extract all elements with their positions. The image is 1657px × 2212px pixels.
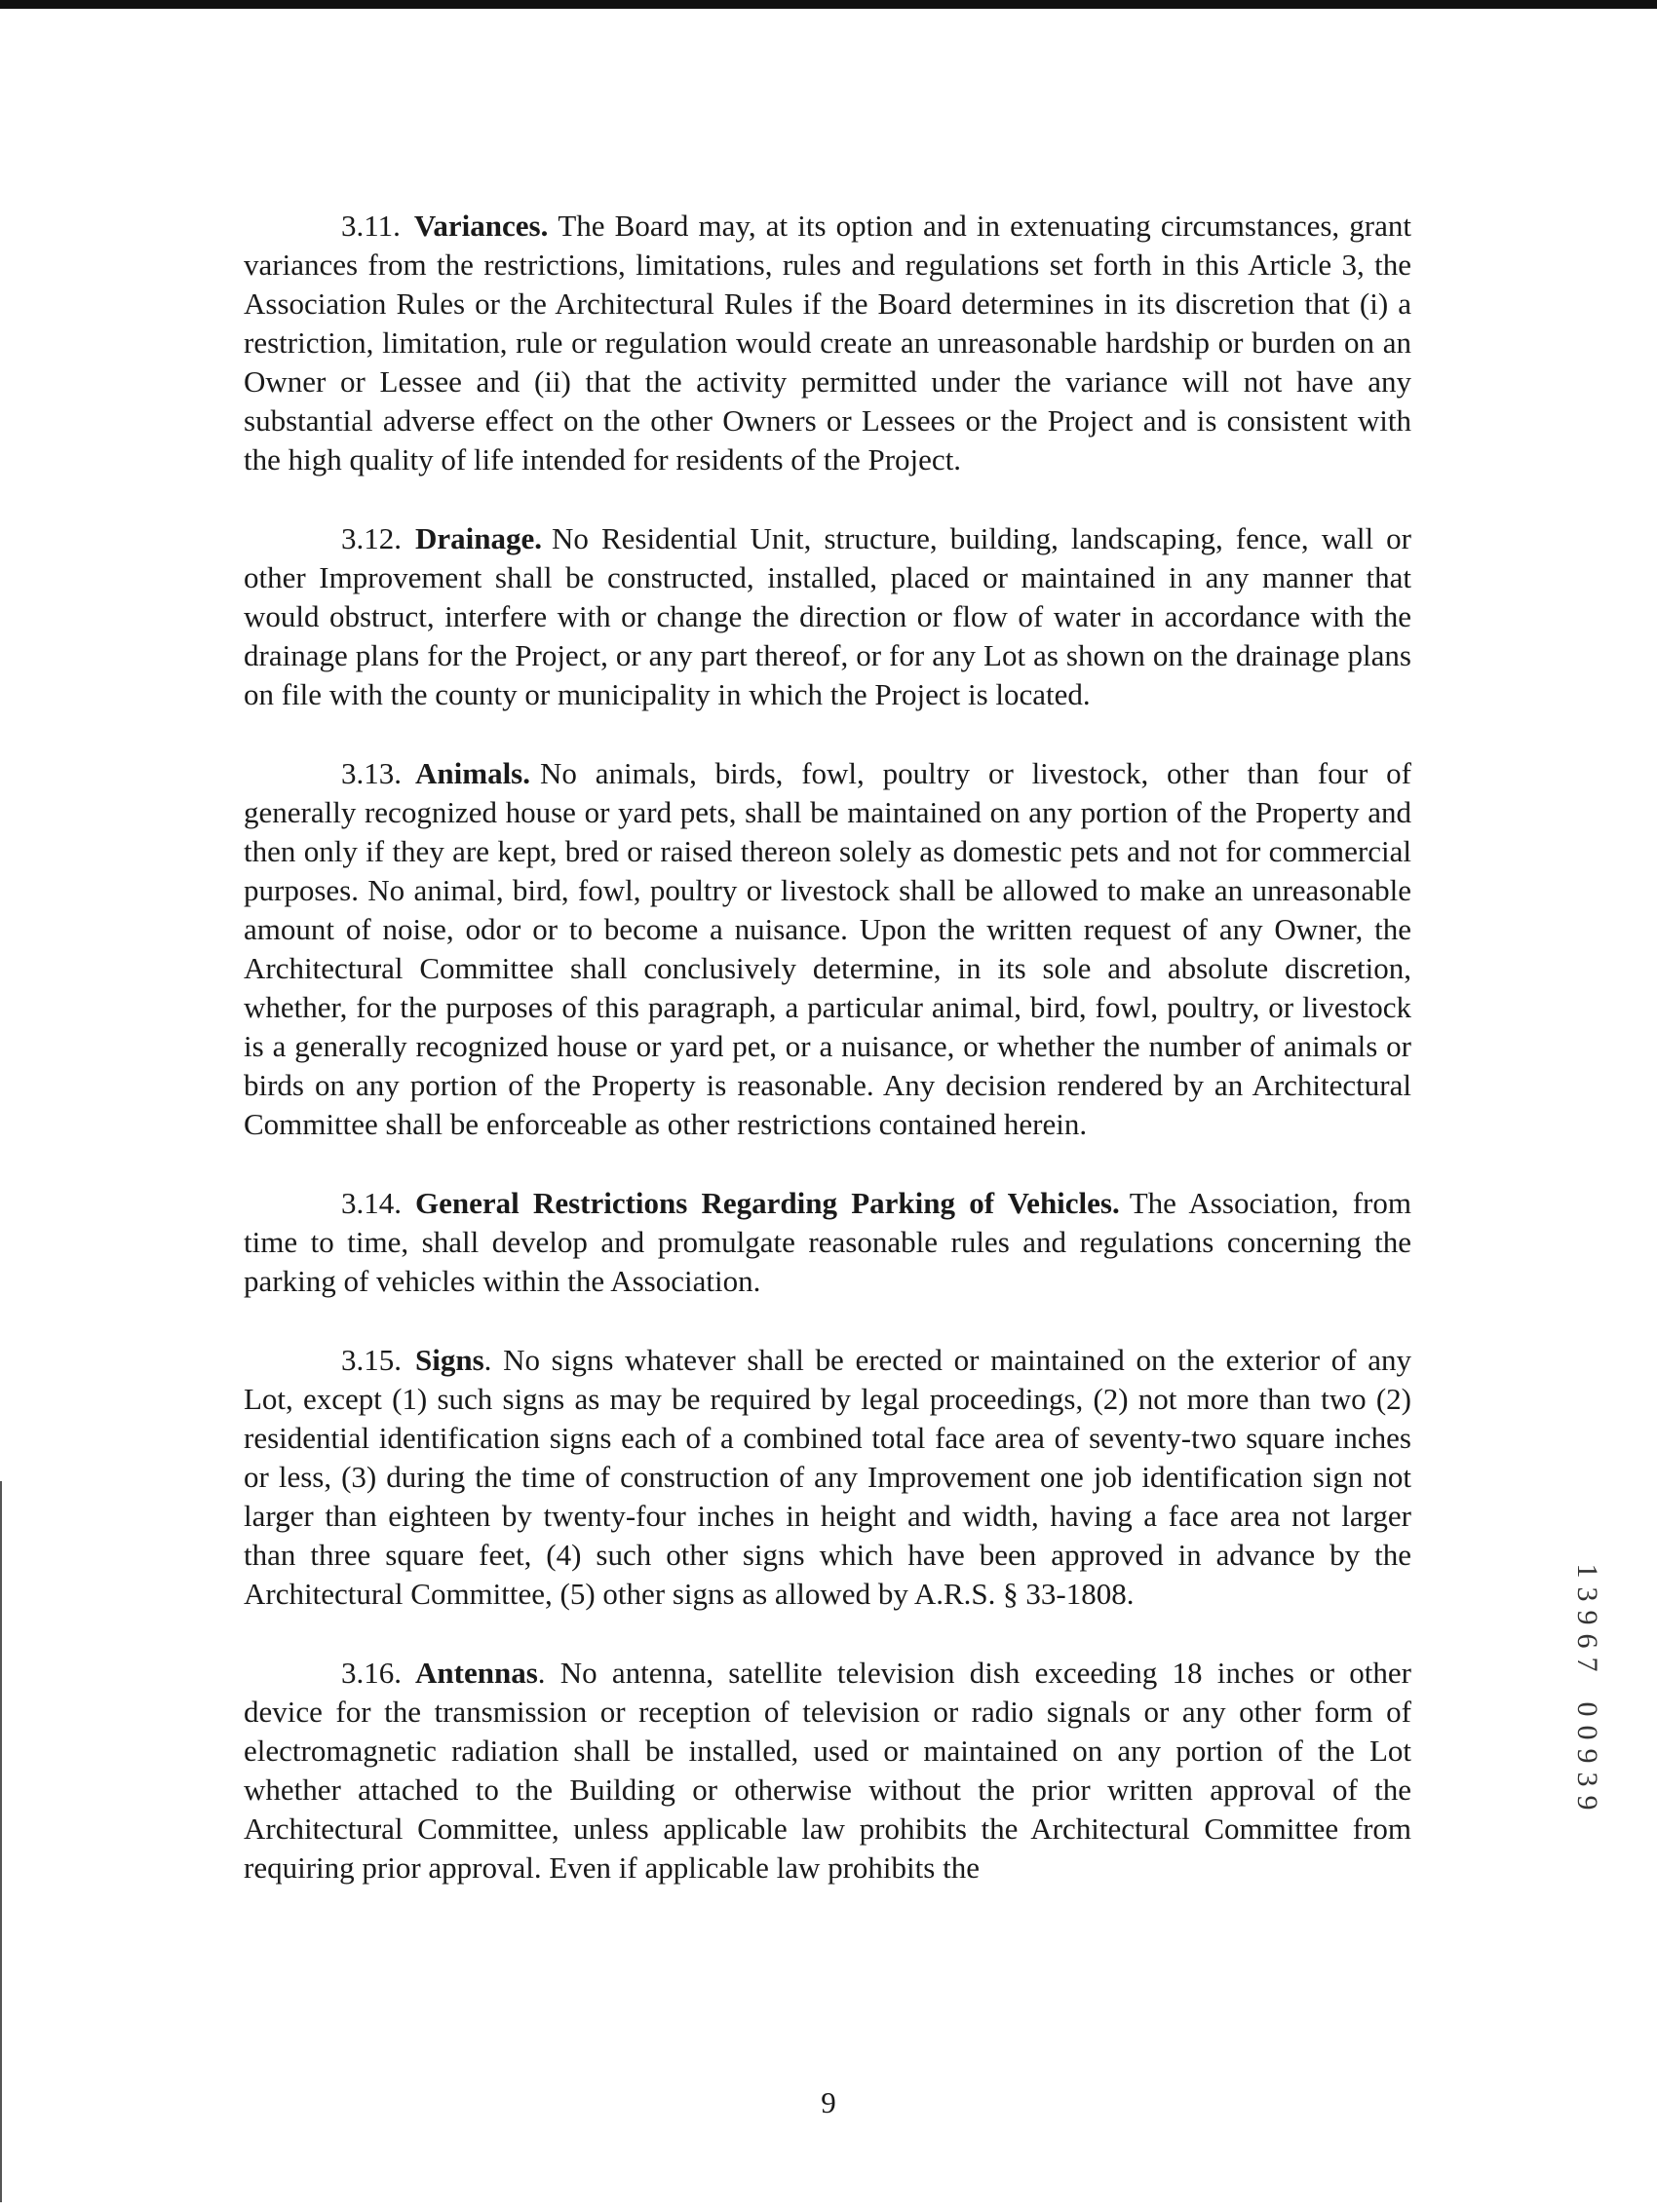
section-text: No animals, birds, fowl, poultry or livestock, other than four of generally recognized house or yard pets, shall be maintained on any portion of the Property and then only if they are kept, bred or raised thereon solely as domestic pets and not for commercial purposes. No animal, bird, fowl, poultry or livestock shall be allowed to make an unreasonable amount of noise, odor or to become a nuisance. Upon the written request of any Owner, the Architectural Committee shall conclusively determine, in its sole and absolute discretion, whether, for the purposes of this paragraph, a particular animal, bird, fowl, poultry, or livestock is a generally recognized house or yard pet, or a nuisance, or whether the number of animals or birds on any portion of the Property is reasonable. Any decision rendered by an Architectural Committee shall be enforceable as other restrictions contained herein. [244, 756, 1411, 1141]
section-text: . No antenna, satellite television dish exceeding 18 inches or other device for the transmission or reception of television or radio signals or any other form of electromagnetic radiation shall be installed, used or maintained on any portion of the Lot whether attached to the Building or otherwise without the prior written approval of the Architectural Committee, unless applicable law prohibits the Architectural Committee from requiring prior approval. Even if applicable law prohibits the [244, 1656, 1411, 1885]
section-text: . No signs whatever shall be erected or maintained on the exterior of any Lot, except (1) such signs as may be required by legal proceedings, (2) not more than two (2) residential identification signs each of a combined total face area of seventy-two square inches or less, (3) during the time of construction of any Improvement one job identification sign not larger than eighteen by twenty-four inches in height and width, having a face area not larger than three square feet, (4) such other signs which have been approved in advance by the Architectural Committee, (5) other signs as allowed by A.R.S. § 33-1808. [244, 1343, 1411, 1611]
document-body [244, 207, 1411, 1927]
section-heading: General Restrictions Regarding Parking of Vehicles. [415, 1186, 1120, 1220]
section-text: The Association, from time to time, shall develop and promulgate reasonable rules and regulations concerning the parking of vehicles within the Association. [244, 1186, 1411, 1298]
section-heading: Signs [415, 1343, 484, 1377]
section-heading: Drainage. [415, 521, 543, 555]
section-3-14 [244, 1184, 1411, 1301]
section-3-13 [244, 754, 1411, 1144]
section-number: 3.16. [341, 1656, 402, 1690]
section-text: The Board may, at its option and in extenuating circumstances, grant variances from the restrictions, limitations, rules and regulations set forth in this Article 3, the Association Rules or the Architectural Rules if the Board determines in its discretion that (i) a restriction, limitation, rule or regulation would create an unreasonable hardship or burden on an Owner or Lessee and (ii) that the activity permitted under the variance will not have any substantial adverse effect on the other Owners or Lessees or the Project and is consistent with the high quality of life intended for residents of the Project. [244, 209, 1411, 477]
stamp-second-number: 0 0 9 3 9 [1571, 1701, 1603, 1811]
section-heading: Variances. [413, 209, 549, 243]
section-number: 3.12. [341, 521, 402, 555]
section-text: No Residential Unit, structure, building, landscaping, fence, wall or other Improvement shall be constructed, installed, placed or maintained in any manner that would obstruct, interfere with or change the direction or flow of water in accordance with the drainage plans for the Project, or any part thereof, or for any Lot as shown on the drainage plans on file with the county or municipality in which the Project is located. [244, 521, 1411, 711]
section-heading: Antennas [415, 1656, 538, 1690]
section-3-15 [244, 1341, 1411, 1614]
section-heading: Animals. [415, 756, 530, 790]
page-top-border [0, 0, 1657, 9]
section-3-11 [244, 207, 1411, 479]
section-3-12 [244, 519, 1411, 714]
section-number: 3.14. [341, 1186, 402, 1220]
stamp-first-number: 1 3 9 6 7 [1571, 1563, 1603, 1672]
section-number: 3.11. [341, 209, 401, 243]
recording-stamp [1567, 1559, 1606, 1814]
section-3-16 [244, 1654, 1411, 1888]
section-number: 3.13. [341, 756, 402, 790]
page-number: 9 [821, 2085, 836, 2119]
section-number: 3.15. [341, 1343, 402, 1377]
